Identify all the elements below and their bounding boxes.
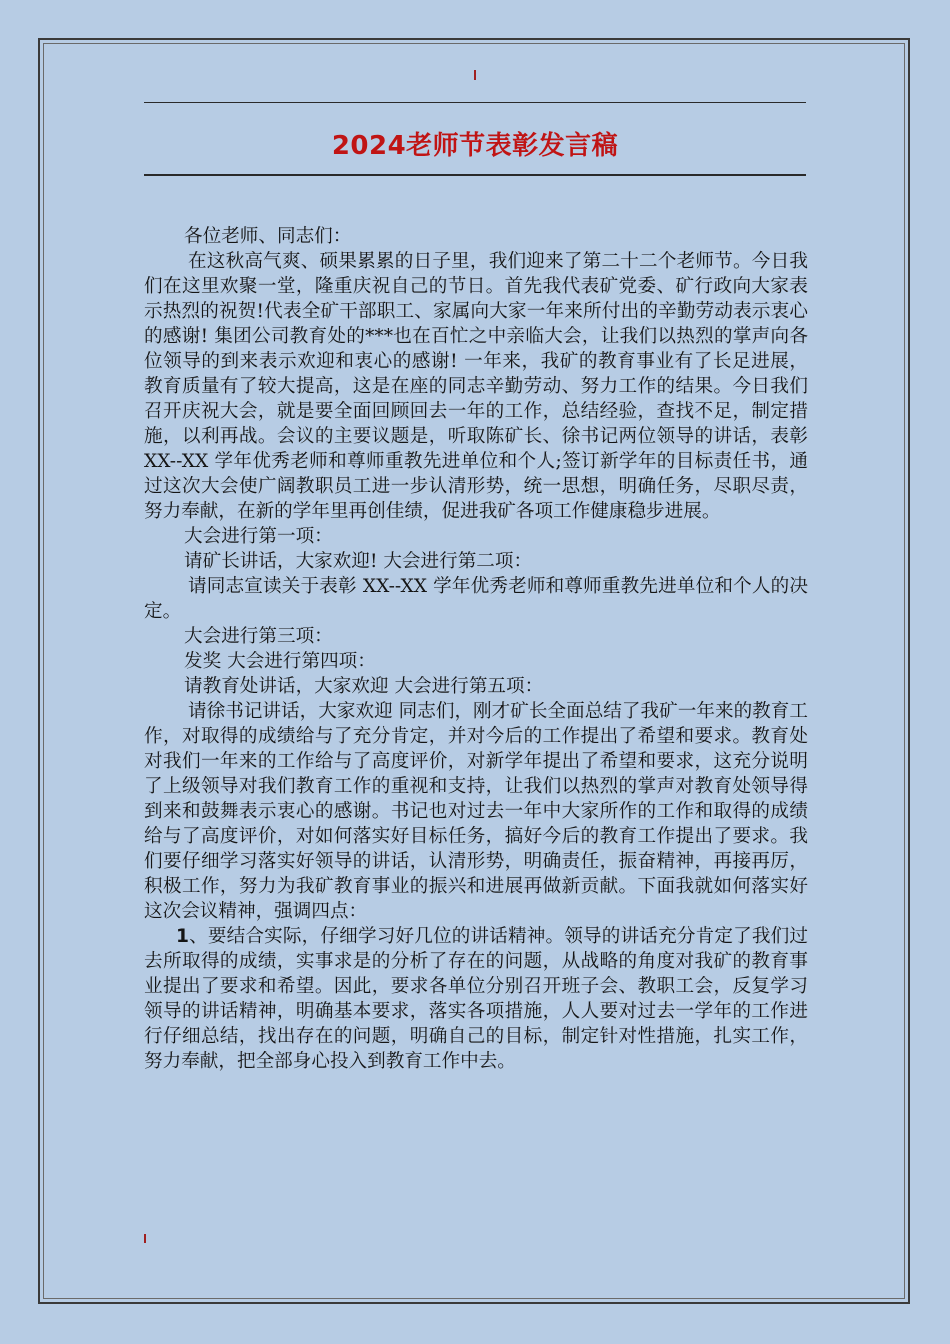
agenda-item-3: 请同志宣读关于表彰 XX--XX 学年优秀老师和尊师重教先进单位和个人的决定。 [144,576,808,622]
salutation: 各位老师、同志们： [184,226,352,247]
document-body [144,224,808,1074]
footer-mark [144,1234,146,1243]
paragraph-secretary: 请徐书记讲话，大家欢迎 同志们，刚才矿长全面总结了我矿一年来的教育工作，对取得的成绩给与了充分肯定，并对今后的工作提出了希望和要求。教育处对我们一年来的工作给与了高度评价，对新学年提出了希望和要求，这充分说明了上级领导对我们教育工作的重视和支持，让我们以热烈的掌声对教育处领导得到来和鼓舞表示衷心的感谢。书记也对过去一年中大家所作的工作和取得的成绩给与了高度评价，对如何落实好目标任务，搞好今后的教育工作提出了要求。我们要仔细学习落实好领导的讲话，认清形势，明确责任，振奋精神，再接再厉，积极工作，努力为我矿教育事业的振兴和进展再做新贡献。下面我就如何落实好这次会议精神，强调四点： [144,701,808,922]
point-1-number: 1 [176,926,189,947]
agenda-item-2: 请矿长讲话，大家欢迎! 大会进行第二项： [184,551,533,572]
paragraph-opening: 在这秋高气爽、硕果累累的日子里，我们迎来了第二十二个老师节。今日我们在这里欢聚一堂，隆重庆祝自己的节日。首先我代表矿党委、矿行政向大家表示热烈的祝贺!代表全矿干部职工、家属向大家一年来所付出的辛勤劳动表示衷心的感谢! 集团公司教育处的***也在百忙之中亲临大会，让我们以热烈的掌声向各位领导的到来表示欢迎和衷心的感谢! 一年来，我矿的教育事业有了长足进展，教育质量有了较大提高，这是在座的同志辛勤劳动、努力工作的结果。今日我们召开庆祝大会，就是要全面回顾回去一年的工作，总结经验，查找不足，制定措施，以利再战。会议的主要议题是，听取陈矿长、徐书记两位领导的讲话，表彰 XX--XX 学年优秀老师和尊师重教先进单位和个人;签订新学年的目标责任书，通过这次大会使广阔教职员工进一步认清形势，统一思想，明确任务，尽职尽责，努力奉献，在新的学年里再创佳绩，促进我矿各项工作健康稳步进展。 [144,251,808,522]
point-1 [144,924,808,1074]
document-title: 2024老师节表彰发言稿 [331,131,619,161]
agenda-item-1: 大会进行第一项： [184,526,333,547]
point-1-text: 、要结合实际，仔细学习好几位的讲话精神。领导的讲话充分肯定了我们过去所取得的成绩，实事求是的分析了存在的问题，从战略的角度对我矿的教育事业提出了要求和希望。因此，要求各单位分别召开班子会、教职工会，反复学习领导的讲话精神，明确基本要求，落实各项措施，人人要对过去一学年的工作进行仔细总结，找出存在的问题，明确自己的目标，制定针对性措施，扎实工作，努力奉献，把全部身心投入到教育工作中去。 [144,926,808,1072]
header-rule [144,102,806,103]
header-mark [474,70,476,80]
agenda-item-5: 发奖 大会进行第四项： [184,651,376,672]
title-rule [144,174,806,176]
agenda-item-6: 请教育处讲话，大家欢迎 大会进行第五项： [184,676,544,697]
agenda-item-4: 大会进行第三项： [184,626,333,647]
